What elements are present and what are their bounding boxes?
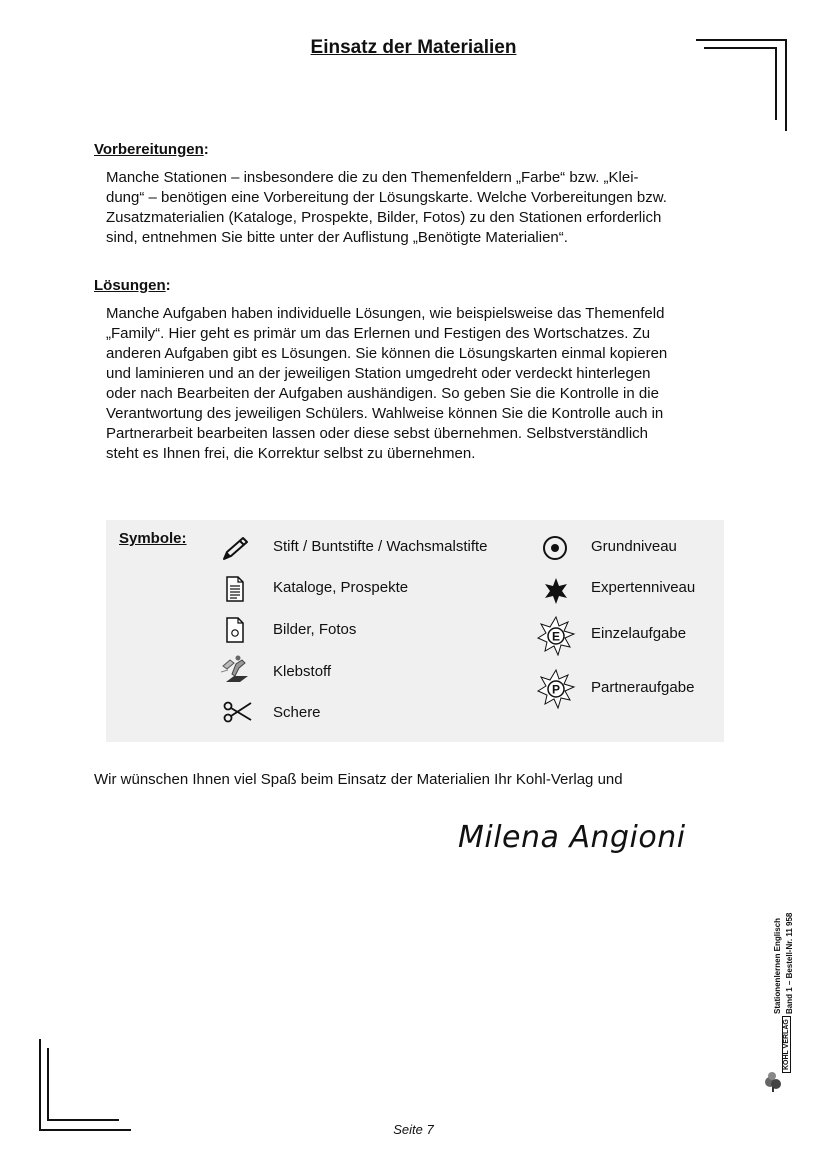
svg-text:P: P bbox=[551, 682, 561, 697]
page-title: Einsatz der Materialien bbox=[310, 37, 517, 58]
paragraph-vorbereitungen: Manche Stationen – insbesondere die zu den Themenfeldern „Farbe“ bzw. „Klei- dung“ – benötigen eine Vorbereitung der Lösungskarte. Welche Vorbereitungen bzw. Zusatzmaterialien (Kataloge, Prospekte, Bilder, Fotos) zu den Stationen erforderlich sind, entnehmen Sie bitte unter der Auflistung „Benötigte Materialien“. bbox=[106, 169, 667, 246]
symbol-label-target: Grundniveau bbox=[591, 538, 677, 555]
catalog-icon bbox=[225, 576, 245, 602]
publisher-name: KOHL VERLAG bbox=[782, 1016, 791, 1073]
publisher-logo-icon bbox=[762, 1062, 784, 1092]
symbol-label-sun-p: Partneraufgabe bbox=[591, 679, 695, 696]
symbol-label-sun-e: Einzelaufgabe bbox=[591, 625, 687, 642]
star-icon bbox=[543, 577, 569, 605]
glue-icon bbox=[218, 654, 252, 686]
photo-icon bbox=[225, 617, 245, 643]
section-heading-vorbereitungen: Vorbereitungen: bbox=[94, 141, 209, 158]
sun-p-icon bbox=[536, 669, 576, 709]
symbol-label-star: Expertenniveau bbox=[591, 579, 696, 596]
section-heading-loesungen: Lösungen: bbox=[94, 277, 171, 294]
sun-e-icon bbox=[536, 616, 576, 656]
sidebar-line1: Stationenlernen Englisch bbox=[773, 917, 782, 1014]
paragraph-loesungen: Manche Aufgaben haben individuelle Lösungen, wie beispielsweise das Themenfeld „Family“. Hier geht es primär um das Erlernen und Festigen des Wortschatzes. Zu anderen Aufgaben gibt es Lösungen. Sie können die Lösungskarten einmal kopieren und laminieren und an der jeweiligen Station umgedreht oder verdeckt hinterlegen oder nach Bearbeiten der Aufgaben aushändigen. So geben Sie die Kontrolle in die Verantwortung des jeweiligen Schülers. Wahlweise können Sie die Kontrolle auch in Partnerarbeit bearbeiten lassen oder diese sebst übernehmen. Selbstverständlich steht es Ihnen frei, die Korrektur selbst zu übernehmen. bbox=[106, 305, 668, 462]
svg-text:E: E bbox=[551, 629, 561, 644]
symbol-label-photo: Bilder, Fotos bbox=[273, 621, 357, 638]
signature: Milena Angioni bbox=[458, 820, 686, 855]
symbol-label-scissors: Schere bbox=[273, 704, 321, 721]
sidebar-line2: Band 1 – Bestell-Nr. 11 958 bbox=[785, 912, 794, 1014]
scissors-icon bbox=[222, 699, 254, 725]
symbol-label-catalog: Kataloge, Prospekte bbox=[273, 579, 409, 596]
symbol-label-glue: Klebstoff bbox=[273, 663, 332, 680]
symbol-label-pencil: Stift / Buntstifte / Wachsmalstifte bbox=[273, 538, 488, 555]
target-icon bbox=[542, 535, 568, 561]
page-number: Seite 7 bbox=[393, 1122, 434, 1137]
pencil-icon bbox=[220, 535, 250, 563]
closing-text: Wir wünschen Ihnen viel Spaß beim Einsatz der Materialien Ihr Kohl-Verlag und bbox=[94, 771, 623, 788]
symbols-heading: Symbole: bbox=[119, 530, 187, 547]
